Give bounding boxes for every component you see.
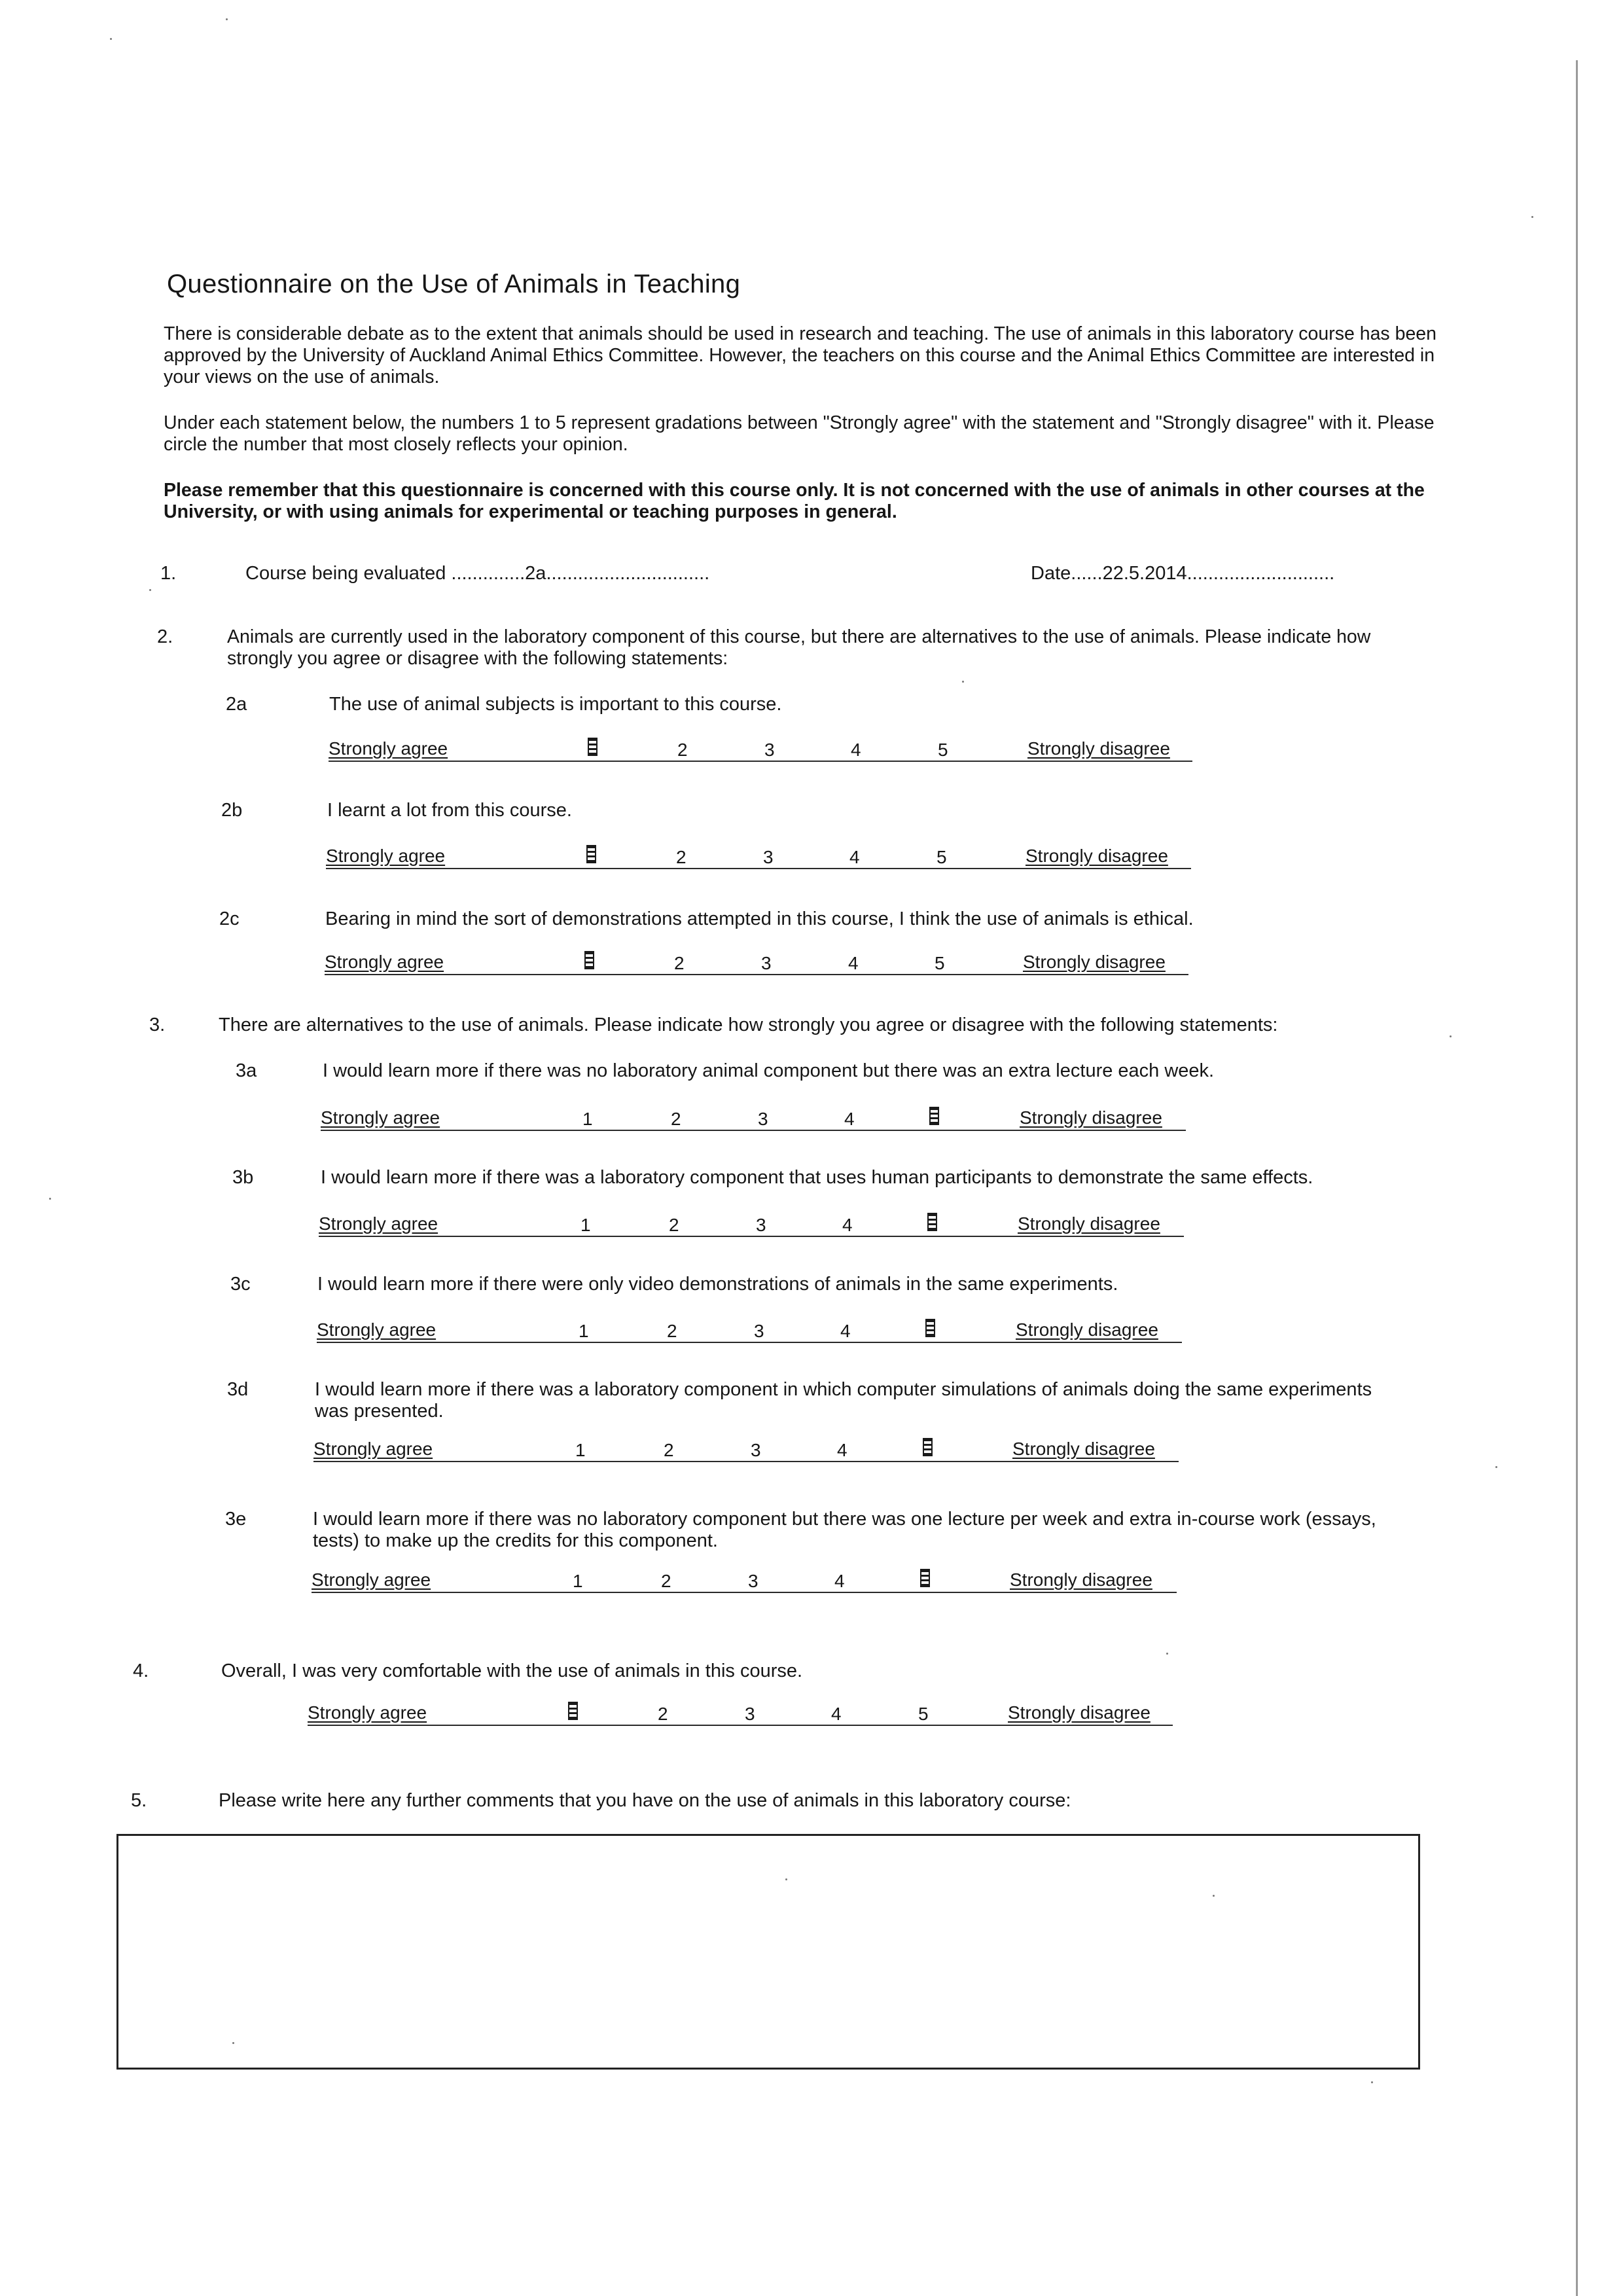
scale-option-1[interactable]: 1 [580, 1215, 591, 1235]
scale-option-4[interactable]: 4 [831, 1704, 842, 1724]
scale-option-2[interactable]: 2 [669, 1215, 679, 1235]
scale-label-disagree: Strongly disagree [1020, 1107, 1162, 1128]
scale-option-4[interactable]: 4 [837, 1440, 847, 1460]
scale-option-2[interactable]: 2 [676, 847, 687, 867]
scale-option-2[interactable]: 2 [677, 740, 688, 760]
intro-paragraph-2: Under each statement below, the numbers 1 to 5 represent gradations between "Strongly agree" with the statement and "Strongly disagree" with it. Please circle the number that most closely reflects your opinion. [164, 412, 1435, 455]
statement-3c: I would learn more if there were only video demonstrations of animals in the same experiments. [317, 1274, 1118, 1295]
scan-speck [1371, 2081, 1373, 2083]
scan-speck [962, 681, 964, 683]
scale-option-4[interactable]: 4 [834, 1571, 845, 1591]
scale-underline [308, 1725, 1173, 1726]
scan-speck [1213, 1895, 1215, 1897]
selection-mark [925, 1319, 935, 1337]
scale-option-2[interactable]: 2 [671, 1109, 681, 1129]
selection-mark [584, 951, 594, 969]
date-field[interactable]: Date......22.5.2014............................ [1031, 563, 1335, 584]
scale-label-disagree: Strongly disagree [1012, 1439, 1155, 1459]
course-field[interactable]: Course being evaluated ..............2a............................... [245, 563, 710, 584]
q3-intro: There are alternatives to the use of animals. Please indicate how strongly you agree or disagree with the following statements: [219, 1014, 1278, 1035]
scale-option-3[interactable]: 3 [745, 1704, 755, 1724]
q4-statement: Overall, I was very comfortable with the use of animals in this course. [221, 1660, 803, 1681]
scale-underline [325, 974, 1188, 975]
scale-underline [312, 1592, 1177, 1593]
scale-option-2[interactable]: 2 [667, 1321, 677, 1341]
scale-label-agree: Strongly agree [326, 846, 446, 866]
scan-speck [232, 2042, 234, 2044]
scan-speck [1495, 1466, 1497, 1468]
selection-mark [920, 1569, 930, 1587]
item-id-3c: 3c [230, 1274, 251, 1295]
q5-number: 5. [131, 1790, 147, 1811]
comments-textarea[interactable] [116, 1834, 1420, 2070]
scale-label-disagree: Strongly disagree [1026, 846, 1168, 866]
scale-label-agree: Strongly agree [319, 1213, 438, 1234]
scale-option-1[interactable]: 1 [573, 1571, 583, 1591]
item-id-3b: 3b [232, 1167, 254, 1188]
scale-label-agree: Strongly agree [308, 1702, 427, 1723]
scale-option-3[interactable]: 3 [764, 740, 775, 760]
scan-edge-line [1576, 60, 1578, 2296]
scale-option-2[interactable]: 2 [664, 1440, 674, 1460]
item-id-2b: 2b [221, 800, 243, 821]
scale-option-5[interactable]: 5 [938, 740, 948, 760]
selection-mark [929, 1107, 939, 1125]
scan-speck [110, 38, 112, 40]
q4-number: 4. [133, 1660, 149, 1681]
selection-mark [568, 1702, 578, 1720]
statement-2b: I learnt a lot from this course. [327, 800, 572, 821]
scale-label-disagree: Strongly disagree [1023, 952, 1166, 972]
q2-number: 2. [157, 626, 173, 647]
scale-option-4[interactable]: 4 [851, 740, 861, 760]
scale-label-agree: Strongly agree [321, 1107, 440, 1128]
selection-mark [923, 1438, 933, 1456]
scale-option-3[interactable]: 3 [754, 1321, 764, 1341]
item-id-3e: 3e [225, 1509, 247, 1530]
scale-label-disagree: Strongly disagree [1018, 1213, 1160, 1234]
scale-label-disagree: Strongly disagree [1010, 1570, 1152, 1590]
scan-speck [1450, 1035, 1452, 1037]
scan-speck [1166, 1653, 1168, 1655]
selection-mark [927, 1213, 937, 1231]
statement-3d-line1: I would learn more if there was a laboratory component in which computer simulations of animals doing the same experiments [315, 1379, 1372, 1400]
statement-3e-line1: I would learn more if there was no laboratory component but there was one lecture per week and extra in-course work (essays, [313, 1509, 1376, 1530]
scale-label-agree: Strongly agree [312, 1570, 431, 1590]
scale-label-disagree: Strongly disagree [1008, 1702, 1150, 1723]
statement-3a: I would learn more if there was no laboratory animal component but there was an extra lecture each week. [323, 1060, 1215, 1081]
scale-option-1[interactable]: 1 [579, 1321, 589, 1341]
scale-label-disagree: Strongly disagree [1027, 738, 1170, 759]
statement-2a: The use of animal subjects is important to this course. [329, 694, 782, 715]
scale-option-1[interactable]: 1 [582, 1109, 593, 1129]
scale-option-4[interactable]: 4 [842, 1215, 853, 1235]
scale-option-4[interactable]: 4 [840, 1321, 851, 1341]
scale-option-5[interactable]: 5 [936, 847, 947, 867]
scale-option-2[interactable]: 2 [661, 1571, 671, 1591]
item-id-3d: 3d [227, 1379, 249, 1400]
scale-label-agree: Strongly agree [313, 1439, 433, 1459]
scale-option-5[interactable]: 5 [935, 953, 945, 973]
q2-intro: Animals are currently used in the laboratory component of this course, but there are alternatives to the use of animals. Please indicate how strongly you agree or disagree with the following statements: [227, 626, 1371, 669]
intro-paragraph-1: There is considerable debate as to the extent that animals should be used in research and teaching. The use of animals in this laboratory course has been approved by the University of Auckland Animal Ethics Committee. However, the teachers on this course and the Animal Ethics Committee are interested in your views on the use of animals. [164, 323, 1436, 387]
page-title: Questionnaire on the Use of Animals in Teaching [167, 270, 741, 298]
scale-underline [329, 761, 1192, 762]
scale-label-agree: Strongly agree [329, 738, 448, 759]
scale-option-1[interactable]: 1 [575, 1440, 586, 1460]
scan-speck [226, 18, 228, 20]
scale-underline [326, 868, 1191, 869]
scale-option-3[interactable]: 3 [758, 1109, 768, 1129]
statement-3e-line2: tests) to make up the credits for this component. [313, 1530, 718, 1551]
scale-option-2[interactable]: 2 [674, 953, 685, 973]
scale-option-3[interactable]: 3 [761, 953, 772, 973]
scan-speck [785, 1878, 787, 1880]
scale-label-disagree: Strongly disagree [1016, 1319, 1158, 1340]
scale-option-3[interactable]: 3 [756, 1215, 766, 1235]
scale-option-5[interactable]: 5 [918, 1704, 929, 1724]
scale-underline [319, 1236, 1184, 1237]
scale-underline [317, 1342, 1182, 1343]
q3-number: 3. [149, 1014, 166, 1035]
selection-mark [588, 738, 597, 756]
scale-option-3[interactable]: 3 [763, 847, 774, 867]
scale-option-3[interactable]: 3 [748, 1571, 758, 1591]
statement-3b: I would learn more if there was a laboratory component that uses human participants to demonstrate the same effects. [321, 1167, 1313, 1188]
selection-mark [586, 845, 596, 863]
scale-option-4[interactable]: 4 [844, 1109, 855, 1129]
statement-3d-line2: was presented. [315, 1401, 444, 1422]
scale-option-2[interactable]: 2 [658, 1704, 668, 1724]
scan-speck [49, 1198, 51, 1200]
scale-label-agree: Strongly agree [317, 1319, 437, 1340]
scale-underline [313, 1461, 1179, 1462]
scale-label-agree: Strongly agree [325, 952, 444, 972]
item-id-2c: 2c [219, 908, 240, 929]
q5-prompt: Please write here any further comments that you have on the use of animals in this laboratory course: [219, 1790, 1071, 1811]
q1-number: 1. [160, 563, 177, 584]
statement-2c: Bearing in mind the sort of demonstrations attempted in this course, I think the use of animals is ethical. [325, 908, 1194, 929]
scan-speck [1531, 216, 1533, 218]
scale-option-4[interactable]: 4 [848, 953, 859, 973]
item-id-2a: 2a [226, 694, 247, 715]
scale-option-3[interactable]: 3 [751, 1440, 761, 1460]
item-id-3a: 3a [236, 1060, 257, 1081]
scale-option-4[interactable]: 4 [849, 847, 860, 867]
intro-paragraph-3: Please remember that this questionnaire is concerned with this course only. It is not concerned with the use of animals in other courses at the University, or with using animals for experimental or teaching purposes in general. [164, 480, 1425, 522]
scale-underline [321, 1130, 1186, 1131]
scan-speck [149, 589, 151, 591]
